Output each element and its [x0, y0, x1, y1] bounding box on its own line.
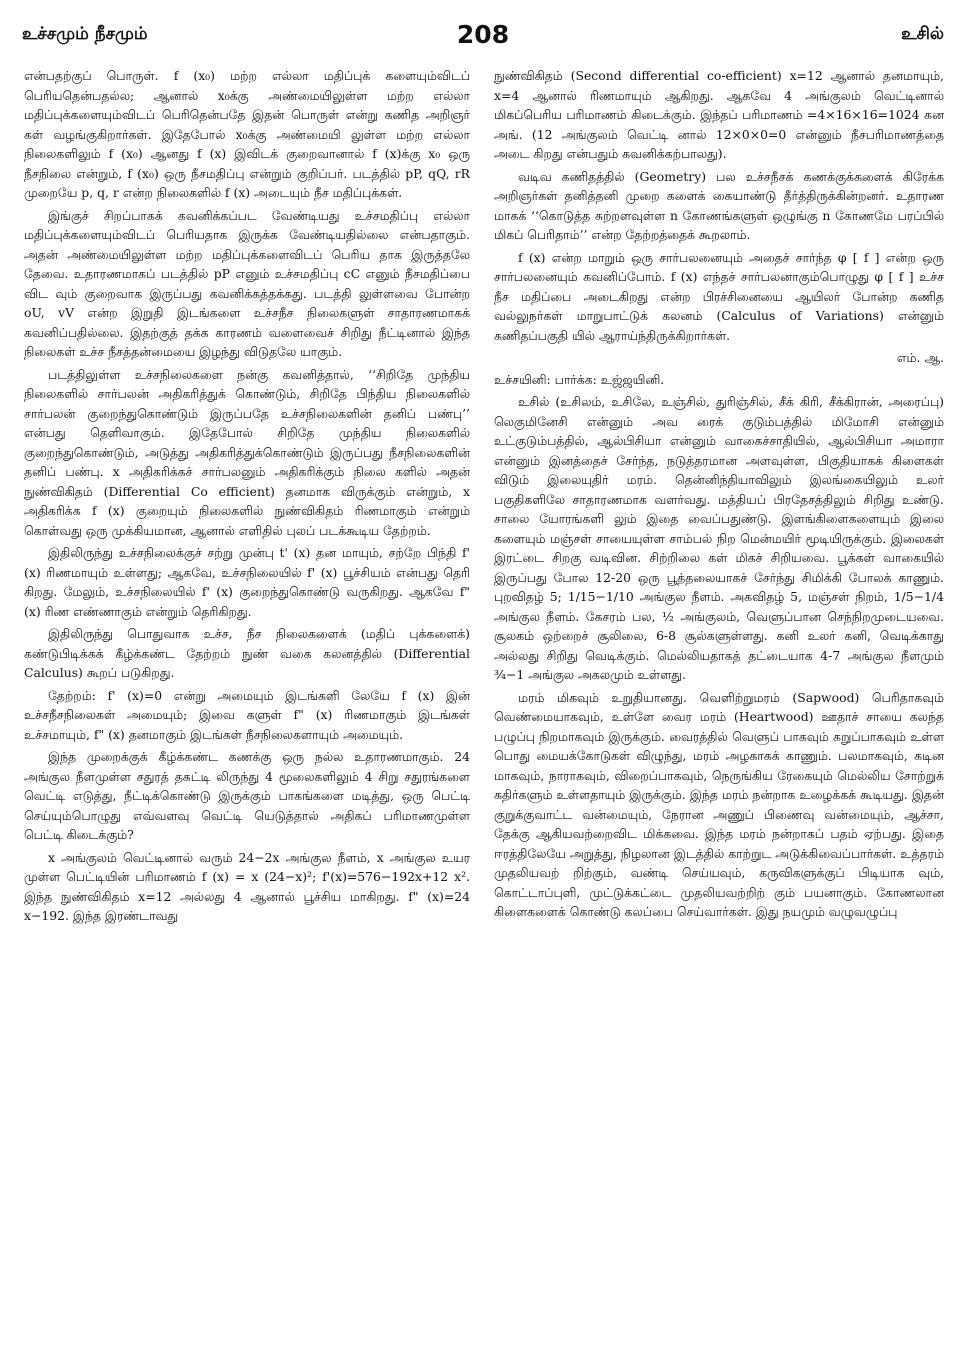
- page-header: [22, 20, 944, 56]
- paragraph: இதிலிருந்து பொதுவாக உச்ச, நீச நிலைகளைக் (மதிப் புக்களைக்) கண்டுபிடிக்கக் கீழ்க்கண்ட தேற்றம் நுண் வகை கலனத்தில் (Differential Calculus) கூறப் படுகிறது.: [24, 626, 470, 680]
- paragraph: இங்குச் சிறப்பாகக் கவனிக்கப்பட வேண்டியது உச்சமதிப்பு எல்லா மதிப்புக்களையும்விடப் பெரியதாக இருக்க வேண்டியதில்லை என்பதாகும். அதன் அண்மையிலுள்ள மற்ற மதிப்புக்களைவிடப் பெரிய தாக இருத்தலே தேவை. உதாரணமாகப் படத்தில் pP எனும் உச்சமதிப்பு cC எனும் நீசமதிப்பை விட வும் குறைவாக இருப்பது கவனிக்கத்தக்கது. படத்தி லுள்ளவை போன்ற oU, vV என்ற இறுதி இடங்களை உச்சநீச நிலைகளுள் சாதாரணமாகக் கவனிப்பதில்லை. இதற்குத் தக்க காரணம் வளைவைச் சிறிது நீட்டினால் இந்த நிலைகள் உச்ச நீசத்தன்மையை இழந்து விடுதலே யாகும்.: [24, 207, 470, 359]
- page-number: 208: [456, 20, 510, 49]
- paragraph: என்பதற்குப் பொருள். f (x₀) மற்ற எல்லா மதிப்புக் களையும்விடப் பெரியதென்பதல்ல; ஆனால் x₀க்கு அண்மையிலுள்ள மற்ற எல்லா மதிப்புக்களையும்விடப் பெரிதென்பதே இதன் பொருள் என்று கணித அறிஞர் கள் வழங்குகிறார்கள். இதேபோல் x₀க்கு அண்மையி லுள்ள மற்ற எல்லா நிலைகளிலும் f (x₀) ஆனது f (x) இவிடக் குறைவானால் f (x)க்கு x₀ ஒரு நீசநிலை என்றும், f (x₀) ஒரு நீசமதிப்பு என்றும் குறிப்பர். படத்தில் pP, qQ, rR முறையே p, q, r என்ற நிலைகளில் f (x) அடையும் நீச மதிப்புக்கள்.: [24, 68, 470, 200]
- paragraph: வடிவ கணிதத்தில் (Geometry) பல உச்சநீசக் கணக்குக்களைக் கிரேக்க அறிஞர்கள் தனித்தனி முறை களைக் கையாண்டு தீர்த்திருக்கின்றனர். உதாரண மாகக் ‘‘கொடுத்த சுற்றளவுள்ள n கோணங்களுள் ஒழுங்கு n கோணமே பரப்பில் மிகப் பெரிதாம்’’ என்ற தேற்றத்தைக் கூறலாம்.: [494, 168, 944, 242]
- cross-reference-entry: உச்சயினி: பார்க்க: உஜ்ஜயினி.: [494, 371, 665, 387]
- entry-usil: உசில் (உசிலம், உசிலே, உஞ்சில், துரிஞ்சில், சீக் கிரி, சீக்கிரான், அரைப்பு) லெகுமினேசி என்னும் அவ ரைக் குடும்பத்தில் மிமோசி என்னும் உட்குடும்பத்தில், ஆல்பிசியா என்னும் வாகைச்சாதியில், ஆல்பிசியா அமாரா என்னும் இனத்தைச் சேர்ந்த, நடுத்தரமான அளவுள்ள, பிகுதியாகக் கிளைகள் விடும் இலையுதிர் மரம். தென்னிந்தியாவிலும் இலங்கையிலும் உலர் பகுதிகளிலே சாதாரணமாக வளர்வது. மத்தியப் பிரதேசத்திலும் சிறிது உண்டு. சாலை யோரங்களி லும் இதை வைப்பதுண்டு. இளங்கிளைகளையும் இலை களையும் மஞ்சள் சாயையுள்ள சாம்பல் நிற மென்மயிர் மூடியிருக்கும். இலைகள் இரட்டை சிறகு வடிவின. சிற்றிலை கள் மிகச் சிறியவை. பூக்கள் வாகையில் இருப்பது போல 12-20 ஒரு பூத்தலையாகச் சேர்ந்து சிமிக்கி போலக் காணும். புறவிதழ் 5; 1/15−1/10 அங்குல நீளம். அகவிதழ் 5, மஞ்சள் நிறம், 1/5−1/4 அங்குல நீளம். கேசரம் பல, ½ அங்குலம், வெளுப்பான செந்நிறமுடையவை. சூலகம் ஒற்றைச் சூலிலை, 6-8 சூல்களுள்ளது. கனி உலர் கனி, வெடிக்காது அல்லது சிறிது வெடிக்கும். மெல்லியதாகத் தட்டையாக 4-7 அங்குல நீளமும் ¾−1 அங்குல அகலமும் உள்ளது.: [494, 394, 944, 682]
- right-column: [494, 66, 944, 1356]
- header-left-title: உச்சமும் நீசமும்: [22, 24, 148, 44]
- paragraph: நுண்விகிதம் (Second differential co-efficient) x=12 ஆனால் தனமாயும், x=4 ஆனால் ரிணமாயும் ஆகிறது. ஆகவே 4 அங்குலம் வெட்டினால் மிகப்பெரிய பரிமாணம் கிடைக்கும். இந்தப் பரிமாணம் =4×16×16=1024 கன அங். (12 அங்குலம் வெட்டி னால் 12×0×0=0 என்னும் நீசபரிமாணத்தை அடை கிறது என்பதும் கவனிக்கற்பாலது).: [494, 68, 944, 161]
- paragraph: படத்திலுள்ள உச்சநிலைகளை நன்கு கவனித்தால், ‘‘சிறிதே முந்திய நிலைகளில் சார்பலன் அதிகரித்துக் கொண்டும், சிறிதே பிந்திய நிலைகளில் சார்பலன் குறைந்துகொண்டும் இருப்பதே உச்சநிலைகளின் தனிப் பண்பு’’ என்பது தெளிவாகும். இதேபோல் சிறிதே முந்திய நிலைகளில் குறைந்துகொண்டும், அடுத்து அதிகரித்துக்கொண்டும் இருப்பது நீசநிலைகளின் தனிப் பண்பு. x அதிகரிக்கச் சார்பலனும் அதிகரிக்கும் நிலை களில் அதன் நுண்விகிதம் (Differential Co efficient) தனமாக விருக்கும் என்றும், x அதிகரிக்க f (x) குறையும் நிலைகளில் நுண்விகிதம் ரிணமாகும் என்றும் கொள்வது ஒரு முக்கியமான, ஆனால் எளிதில் புலப் படக்கூடிய தேற்றம்.: [24, 366, 470, 538]
- left-column: [24, 66, 470, 1356]
- paragraph: தேற்றம்: f' (x)=0 என்று அமையும் இடங்களி லேயே f (x) இன் உச்சநீசநிலைகள் அமையும்; இவை களுள் f" (x) ரிணமாகும் இடங்கள் உச்சமாயும், f" (x) தனமாகும் இடங்கள் நீசநிலைகளாயும் அமையும்.: [24, 687, 470, 742]
- paragraph: f (x) என்ற மாறும் ஒரு சார்பலனையும் அதைச் சார்ந்த φ [ f ] என்ற ஒரு சார்பலனையும் கவனிப்போம். f (x) எந்தச் சார்பலனாகும்பொழுது φ [ f ] உச்ச நீச மதிப்பை அடைகிறது என்ற பிரச்சினையை ஆயிலர் போன்ற கணித வல்லுநர்கள் மாறுபாட்டுக் கலனம் (Calculus of Variations) என்னும் கணிதப்பகுதி யில் ஆராய்ந்திருக்கிறார்கள்.: [494, 249, 944, 343]
- paragraph: இந்த முறைக்குக் கீழ்க்கண்ட கணக்கு ஒரு நல்ல உதாரணமாகும். 24 அங்குல நீளமுள்ள சதுரத் தகட்டி லிருந்து 4 மூலைகளிலும் 4 சிறு சதுரங்களை வெட்டி எடுத்து, நீட்டிக்கொண்டு இருக்கும் பாகங்களை மடித்து, ஒரு பெட்டி செய்யும்பொழுது எவ்வளவு வெட்டி யெடுத்தால் அதிகப் பரிமாணமுள்ள பெட்டி கிடைக்கும்?: [24, 749, 470, 842]
- paragraph: x அங்குலம் வெட்டினால் வரும் 24−2x அங்குல நீளம், x அங்குல உயர முள்ள பெட்டியின் பரிமாணம் f (x) = x (24−x)²; f'(x)=576−192x+12 x². இந்த நுண்விகிதம் x=12 அல்லது 4 ஆனால் பூச்சிய மாகிறது. f" (x)=24 x−192. இந்த இரண்டாவது: [24, 849, 470, 923]
- author-signature: எம். ஆ.: [896, 350, 944, 365]
- paragraph: இதிலிருந்து உச்சநிலைக்குச் சற்று முன்பு t' (x) தன மாயும், சற்றே பிந்தி f' (x) ரிணமாயும் உள்ளது; ஆகவே, உச்சநிலையில் f' (x) பூச்சியம் என்பது தெரி கிறது. மேலும், உச்சநிலையில் f' (x) குறைந்துகொண்டு வருகிறது. ஆகவே f" (x) ரிண எண்ணாகும் என்றும் தெரிகிறது.: [24, 545, 470, 619]
- header-right-title: உசில்: [901, 24, 944, 44]
- paragraph: மரம் மிகவும் உறுதியானது. வெளிற்றுமரம் (Sapwood) பெரிதாகவும் வெண்மையாகவும், உள்ளே வைர மரம் (Heartwood) ஊதாச் சாயை கலந்த பழுப்பு நிறமாகவும் இருக்கும். வைரத்தில் வெளுப் பாகவும் கறுப்பாகவும் உள்ள பொது மையக்கோடுகள் விழுந்து, மரம் அழகாகக் காணும். பலமாகவும், கடின மாகவும், நாராகவும், விறைப்பாகவும், நெருங்கிய ரேகையும் மெல்லிய சோற்றுக் கதிர்களும் உள்ளதாயும் இருக்கும். இந்த மரம் நன்றாக உழைக்கக் கூடியது. இதன் குறுக்குவாட்ட வன்மையும், நேரான அணுப் பிணைவு வன்மையும், ஆச்சா, தேக்கு ஆகியவற்றைவிட மிக்கவை. இந்த மரம் நன்றாகப் பதம் ஏற்பது. இதை ஈரத்திலேயே அறுத்து, நிழலான இடத்தில் காற்றுட அடுக்கிவைப்பார்கள். உத்தரம் முதலியவற் றிற்கும், வண்டி செய்யவும், கருவிகளுக்குப் பிடியாக வும், கொட்டாப்புளி, முட்டுக்கட்டை முதலியவற்றிற் கும் பயனாகும். கோணலான கிளைகளைக் கொண்டு கலப்பை செய்வார்கள். இது நயமும் வழுவழுப்பு: [494, 689, 944, 919]
